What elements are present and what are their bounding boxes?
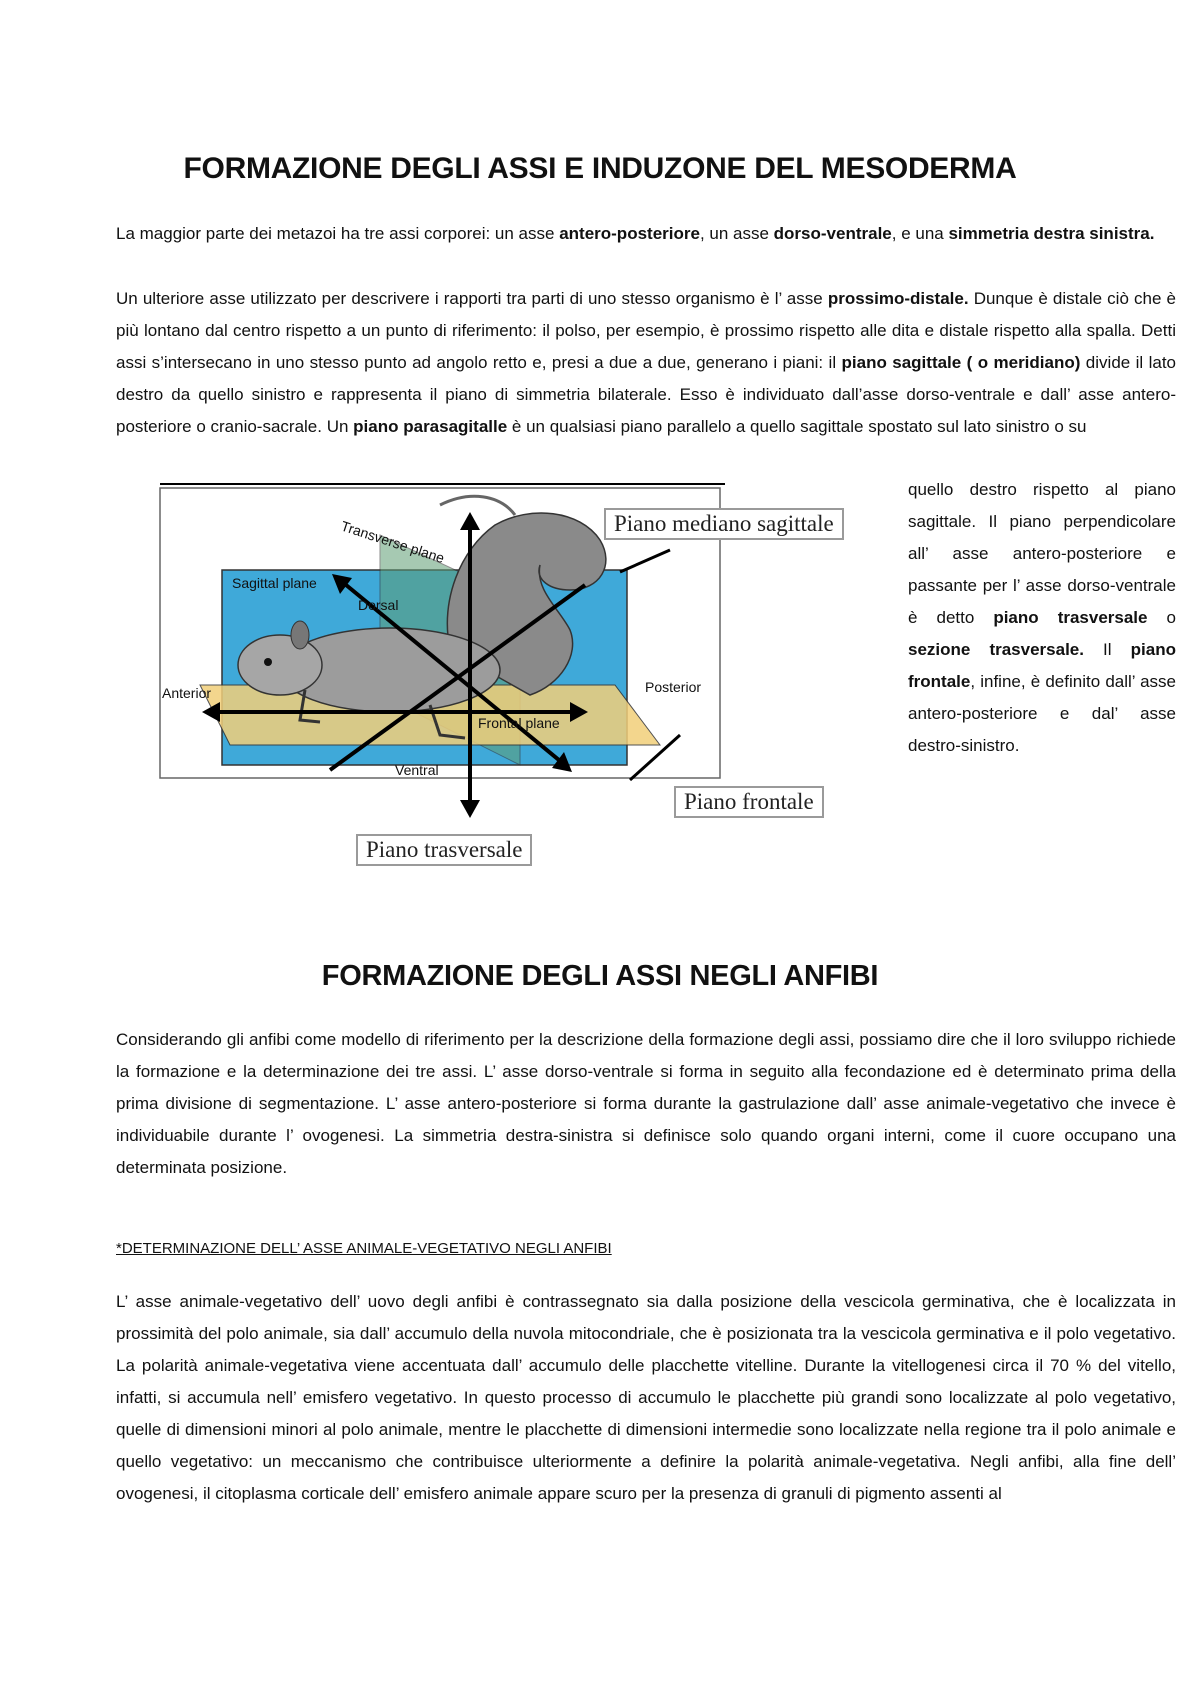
section-subheading: *DETERMINAZIONE DELL’ ASSE ANIMALE-VEGETATIVO NEGLI ANFIBI <box>116 1240 612 1257</box>
mediano-callout-arrow <box>620 550 670 572</box>
text-span: Un ulteriore asse utilizzato per descrivere i rapporti tra parti di uno stesso organismo è l’ asse <box>116 289 828 308</box>
text-span: La maggior parte dei metazoi ha tre assi corporei: un asse <box>116 224 560 243</box>
callout-piano-mediano: Piano mediano sagittale <box>604 508 844 540</box>
text-span: divide il lato destro da quello sinistro e rappresenta il piano di simmetria bilaterale. Esso è individuato dall’asse dorso-ventrale e dall’ asse antero-posteriore o cranio-sacrale. Un <box>116 353 1176 436</box>
label-dorsal: Dorsal <box>358 597 399 613</box>
bold-term: piano sagittale ( o meridiano) <box>841 353 1081 372</box>
callout-piano-frontale: Piano frontale <box>674 786 824 818</box>
bold-term: piano trasversale <box>993 608 1148 627</box>
text-span: , e una <box>891 224 949 243</box>
squirrel-head <box>238 635 322 695</box>
label-anterior: Anterior <box>162 685 212 701</box>
planes-diagram <box>140 480 900 880</box>
tail-fur <box>440 496 515 515</box>
bold-term: prossimo-distale. <box>827 289 969 308</box>
label-sagittal: Sagittal plane <box>232 575 317 591</box>
label-transverse: Transverse plane <box>339 517 447 567</box>
bold-term: antero-posteriore <box>559 224 700 243</box>
text-span: Dunque è distale ciò che è più lontano dal centro rispetto a un punto di riferimento: il polso, per esempio, è prossimo rispetto alle dita e distale rispetto alla spalla. Detti assi s’intersecano in uno stesso punto ad angolo retto e, presi a due a due, generano i piani: il <box>116 289 1176 372</box>
second-title: FORMAZIONE DEGLI ASSI NEGLI ANFIBI <box>321 960 879 992</box>
intro-paragraph <box>116 218 1176 250</box>
bold-term: piano parasagitalle <box>353 417 508 436</box>
bold-term: piano frontale <box>908 640 1176 691</box>
bold-term: simmetria destra sinistra. <box>948 224 1155 243</box>
label-posterior: Posterior <box>645 679 702 695</box>
text-span: Il <box>1083 640 1131 659</box>
text-span: , infine, è definito dall’ asse antero-posteriore e dal’ asse destro-sinistro. <box>908 672 1176 755</box>
label-frontal: Frontal plane <box>478 715 560 731</box>
text-span: o <box>1147 608 1176 627</box>
axes-paragraph <box>116 283 1176 443</box>
bold-term: sezione trasversale. <box>908 640 1084 659</box>
label-ventral: Ventral <box>395 762 439 778</box>
anfibi-paragraph: Considerando gli anfibi come modello di riferimento per la descrizione della formazione degli assi, possiamo dire che il loro sviluppo richiede la formazione e la determinazione dei tre assi. L’ asse dorso-ventrale si forma in seguito alla fecondazione ed è determinato prima della prima divisione di segmentazione. L’ asse antero-posteriore si forma durante la gastrulazione dall’ asse animale-vegetativo che invece è individuabile durante l’ ovogenesi. La simmetria destra-sinistra si definisce solo quando organi interni, come il cuore occupano una determinata posizione. <box>116 1030 1176 1177</box>
text-span: quello destro rispetto al piano sagittale. Il piano perpendicolare all’ asse antero-posteriore e passante per l’ asse dorso-ventrale è detto <box>908 480 1176 627</box>
bold-term: dorso-ventrale <box>773 224 892 243</box>
anatomical-planes-figure <box>140 480 900 880</box>
arrow-head-up <box>460 512 480 530</box>
callout-piano-trasversale: Piano trasversale <box>356 834 532 866</box>
text-span: , un asse <box>699 224 774 243</box>
arrow-head-down <box>460 800 480 818</box>
squirrel-ear <box>291 621 309 649</box>
squirrel-eye <box>264 658 272 666</box>
main-title: FORMAZIONE DEGLI ASSI E INDUZONE DEL MESODERMA <box>183 152 1017 185</box>
vegetativo-paragraph: L’ asse animale-vegetativo dell’ uovo degli anfibi è contrassegnato sia dalla posizione della vescicola germinativa, che è localizzata in prossimità del polo animale, sia dall’ accumulo della nuvola mitocondriale, che è posizionata tra la vescicola germinativa e il polo vegetativo. La polarità animale-vegetativa viene accentuata dall’ accumulo delle placchette vitelline. Durante la vitellogenesi circa il 70 % del vitello, infatti, si accumula nell’ emisfero vegetativo. In questo processo di accumulo le placchette più grandi sono localizzate al polo vegetativo, quelle di dimensioni minori al polo animale, mentre le placchette di dimensioni intermedie sono localizzate nella regione tra il polo animale e quello vegetativo: un meccanismo che contribuisce ulteriormente a definire la polarità animale-vegetativa. Negli anfibi, alla fine dell’ ovogenesi, il citoplasma corticale dell’ emisfero animale appare scuro per la presenza di granuli di pigmento assenti al <box>116 1292 1176 1503</box>
text-span: è un qualsiasi piano parallelo a quello sagittale spostato sul lato sinistro o su <box>507 417 1087 436</box>
side-paragraph <box>908 474 1176 762</box>
